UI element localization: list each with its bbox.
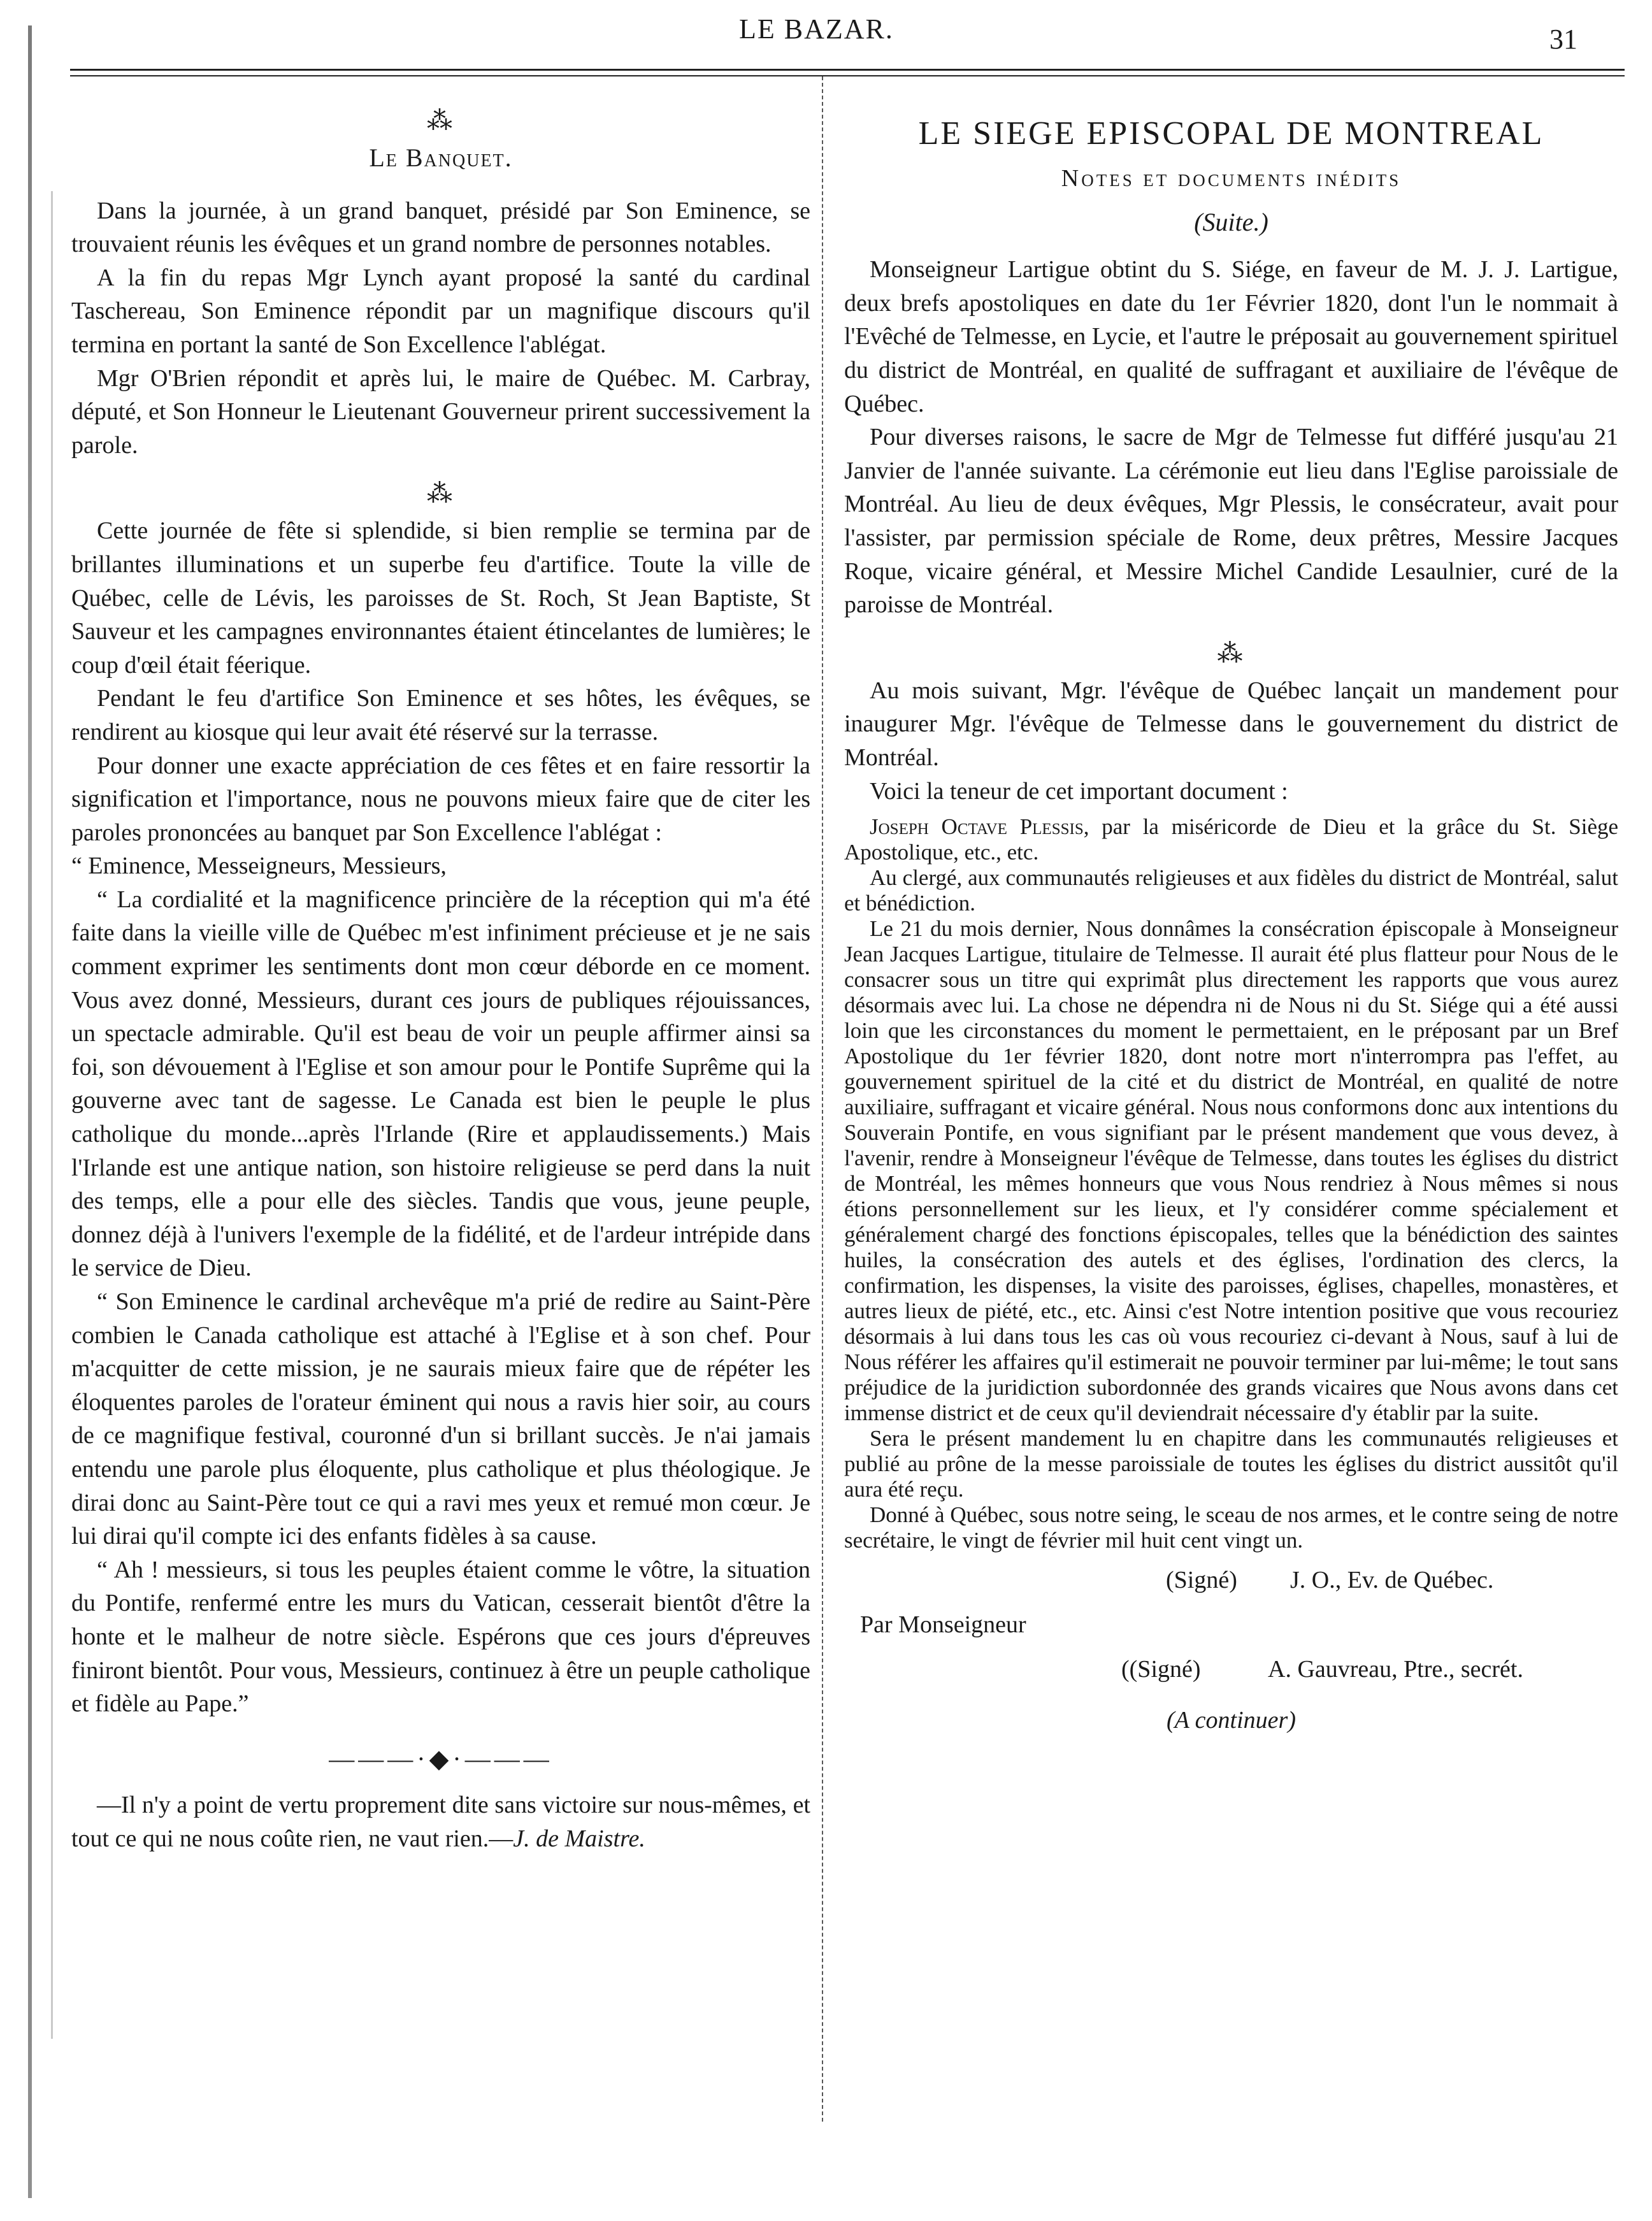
speech-paragraph: “ Son Eminence le cardinal archevêque m'a prié de redire au Saint-Père combien le Canada catholique est attaché à l'Eglise et à son chef. Pour m'acquitter de cette mission, je ne saurais mieux faire que de répéter les éloquentes paroles de l'orateur éminent qui nous a ravis hier soir, au cours de ce magnifique festival, couronné d'un si brillant succès. Je n'ai jamais entendu une parole plus éloquente, plus catholique et plus théologique. Je dirai donc au Saint-Père tout ce qui a ravi mes yeux et remué mon cœur. Je lui dirai qu'il compte ici des enfants fidèles à sa cause. [71, 1288, 810, 1550]
asterism: ⁂ [427, 479, 455, 508]
signature-name: J. O., Ev. de Québec. [1290, 1567, 1494, 1594]
signature-line-2 [844, 1651, 1618, 1687]
page-number: 31 [1549, 24, 1577, 55]
speech-paragraph: “ La cordialité et la magnificence princière de la réception qui m'a été faite dans la vieille ville de Québec m'est infiniment précieuse et je ne sais comment exprimer les sentiments dont mon cœur déborde en ce moment. Vous avez donné, Messieurs, durant ces jours de publiques réjouissances, un spectacle admirable. Qu'il est beau de voir un peuple affirmer ainsi sa foi, son dévouement à l'Eglise et son amour pour le Pontife Suprême qui la gouverne avec tant de sagesse. Le Canada est bien le peuple le plus catholique du monde...après l'Irlande (Rire et applaudissements.) Mais l'Irlande est une antique nation, son histoire religieuse se perd dans la nuit des temps, elle a pour elle des siècles. Tandis que vous, jeune peuple, donnez déjà à l'univers l'exemple de la fidélité, et de l'ardeur intrépide dans le service de Dieu. [71, 886, 810, 1282]
paragraph: A la fin du repas Mgr Lynch ayant proposé la santé du cardinal Taschereau, Son Eminence répondit par un magnifique discours qu'il termina en portant la santé de Son Excellence l'ablégat. [71, 264, 810, 358]
masthead-title: LE BAZAR. [739, 13, 894, 45]
par-monseigneur-line [844, 1607, 1618, 1642]
speech-paragraph: “ Ah ! messieurs, si tous les peuples étaient comme le vôtre, la situation du Pontife, renfermé entre les murs du Vatican, cesserait bientôt d'être la honte et le malheur de notre siècle. Espérons que ces jours d'épreuves finiront bientôt. Pour vous, Messieurs, continuez à être un peuple catholique et fidèle au Pape.” [71, 1556, 810, 1718]
to-be-continued: (A continuer) [1167, 1707, 1296, 1734]
masthead-rule-thick [70, 69, 1625, 71]
document-paragraph: Au clergé, aux communautés religieuses et aux fidèles du district de Montréal, salut et bénédiction. [844, 865, 1618, 916]
document-opening-text: par la miséricorde de Dieu et la grâce du St. Siège Apostolique, etc., etc. [844, 814, 1619, 865]
article-title: LE SIEGE EPISCOPAL DE MONTREAL [918, 115, 1544, 152]
article-subtitle: Notes et documents inédits [1061, 165, 1402, 192]
signature-signed: ((Signé) [1121, 1656, 1201, 1683]
document-author-name: Joseph Octave Plessis, [870, 814, 1089, 840]
document-paragraph: Le 21 du mois dernier, Nous donnâmes la consécration épiscopale à Monseigneur Jean Jacques Lartigue, titulaire de Telmesse. Il aurait été plus flatteur pour Nous de le consacrer sous un titre qui exprimât plus directement les rapports que vous aurez désormais avec lui. La chose ne dépendra ni de Nous ni du St. Siége qui a été aussi loin que les circonstances du moment le permettaient, en le préposant par un Bref Apostolique du 1er février 1820, dont notre mort n'interrompra pas l'effet, au gouvernement spirituel de la cité et du district de Montréal, en qualité de notre auxiliaire, suffragant et vicaire général. Nous nous conformons donc aux intentions du Souverain Pontife, en vous signifiant par le présent mandement que vous devez, à l'avenir, rendre à Monseigneur l'évêque de Telmesse, dans toutes les églises du district de Montréal, les mêmes honneurs que vous Nous rendriez à Nous mêmes si nous étions personnellement sur les lieux, et l'y considérer comme spécialement et généralement chargé des fonctions épiscopales, telles que la bénédiction des saintes huiles, la consécration des autels et des églises, l'ordination des clercs, la confirmation, les dispenses, la visite des paroisses, églises, chapelles, monastères, et autres lieux de piété, etc., etc. Ainsi c'est Notre intention positive que vous recouriez désormais à lui dans tous les cas où vous recouriez ci-devant à Nous, sauf à lui de Nous référer les affaires qu'il estimerait ne pouvoir terminer par lui-même; le tout sans préjudice de la juridiction subordonnée des grands vicaires que Nous avons dans cet immense district et de ceux qu'il deviendrait nécessaire d'y établir par la suite. [844, 916, 1618, 1426]
asterism: ⁂ [1217, 638, 1246, 668]
paragraph: Au mois suivant, Mgr. l'évêque de Québec lançait un mandement pour inaugurer Mgr. l'évêque de Telmesse dans le gouvernement du district de Montréal. [844, 677, 1618, 771]
paragraph: Pendant le feu d'artifice Son Eminence et ses hôtes, les évêques, se rendirent au kiosque qui leur avait été réservé sur la terrasse. [71, 685, 810, 745]
article-suite: (Suite.) [1194, 207, 1268, 236]
maxim-text: —Il n'y a point de vertu proprement dite sans victoire sur nous-mêmes, et tout ce qui ne nous coûte rien, ne vaut rien.— [71, 1792, 810, 1852]
column-divider [822, 76, 824, 2122]
left-column [71, 89, 810, 1856]
right-column [844, 89, 1618, 1737]
par-monseigneur: Par Monseigneur [860, 1611, 1026, 1639]
document-paragraph: Donné à Québec, sous notre seing, le sceau de nos armes, et le contre seing de notre secrétaire, le vingt de février mil huit cent vingt un. [844, 1502, 1619, 1553]
paragraph: Cette journée de fête si splendide, si bien remplie se termina par de brillantes illuminations et un superbe feu d'artifice. Toute la ville de Québec, celle de Lévis, les paroisses de St. Roch, St Jean Baptiste, St Sauveur et les campagnes environnantes étaient étincelantes de lumières; le coup d'œil était féerique. [71, 517, 810, 679]
paragraph: Dans la journée, à un grand banquet, présidé par Son Eminence, se trouvaient réunis les évêques et un grand nombre de personnes notables. [71, 197, 810, 258]
paragraph: Mgr O'Brien répondit et après lui, le maire de Québec. M. Carbray, député, et Son Honneur le Lieutenant Gouverneur prirent successivement la parole. [71, 364, 810, 459]
maxim [71, 1788, 810, 1855]
signature-name: A. Gauvreau, Ptre., secrét. [1268, 1656, 1523, 1683]
paragraph: Voici la teneur de cet important document : [870, 777, 1288, 805]
section-heading: Le Banquet. [369, 143, 513, 172]
masthead-rule-thin [70, 75, 1625, 76]
document-quote [844, 814, 1618, 1553]
document-opening [844, 814, 1618, 865]
paragraph: Pour donner une exacte appréciation de ces fêtes et en faire ressortir la signification et l'importance, nous ne pouvons mieux faire que de citer les paroles prononcées au banquet par Son Excellence l'ablégat : [71, 752, 810, 846]
paragraph: Pour diverses raisons, le sacre de Mgr de Telmesse fut différé jusqu'au 21 Janvier de l'année suivante. La cérémonie eut lieu dans l'Eglise paroissiale de Montréal. Au lieu de deux évêques, Mgr Plessis, le consécrateur, avait pour l'assister, par permission spéciale de Rome, deux prêtres, Messire Jacques Roque, vicaire général, et Messire Michel Candide Lesaulnier, curé de la paroisse de Montréal. [844, 424, 1618, 619]
document-paragraph: Sera le présent mandement lu en chapitre dans les communautés religieuses et publié au prône de la messe paroissiale de toutes les églises du district aussitôt qu'il aura été reçu. [844, 1426, 1618, 1502]
asterism: ⁂ [427, 106, 455, 135]
binding-edge-shadow [51, 191, 53, 2039]
ornament-divider: ———·◆·——— [329, 1744, 553, 1773]
paragraph: Monseigneur Lartigue obtint du S. Siége, en faveur de M. J. J. Lartigue, deux brefs apostoliques en date du 1er Février 1820, dont l'un le nommait à l'Evêché de Telmesse, en Lycie, et l'autre le préposait au gouvernement spirituel du district de Montréal, en qualité de suffragant et auxiliaire de l'évêque de Québec. [844, 256, 1618, 417]
speech-salutation: “ Eminence, Messeigneurs, Messieurs, [71, 852, 447, 880]
binding-edge-mark [28, 25, 32, 2198]
maxim-author: J. de Maistre. [513, 1825, 645, 1852]
signature-line-1 [844, 1562, 1618, 1598]
signature-signed: (Signé) [1166, 1567, 1237, 1594]
